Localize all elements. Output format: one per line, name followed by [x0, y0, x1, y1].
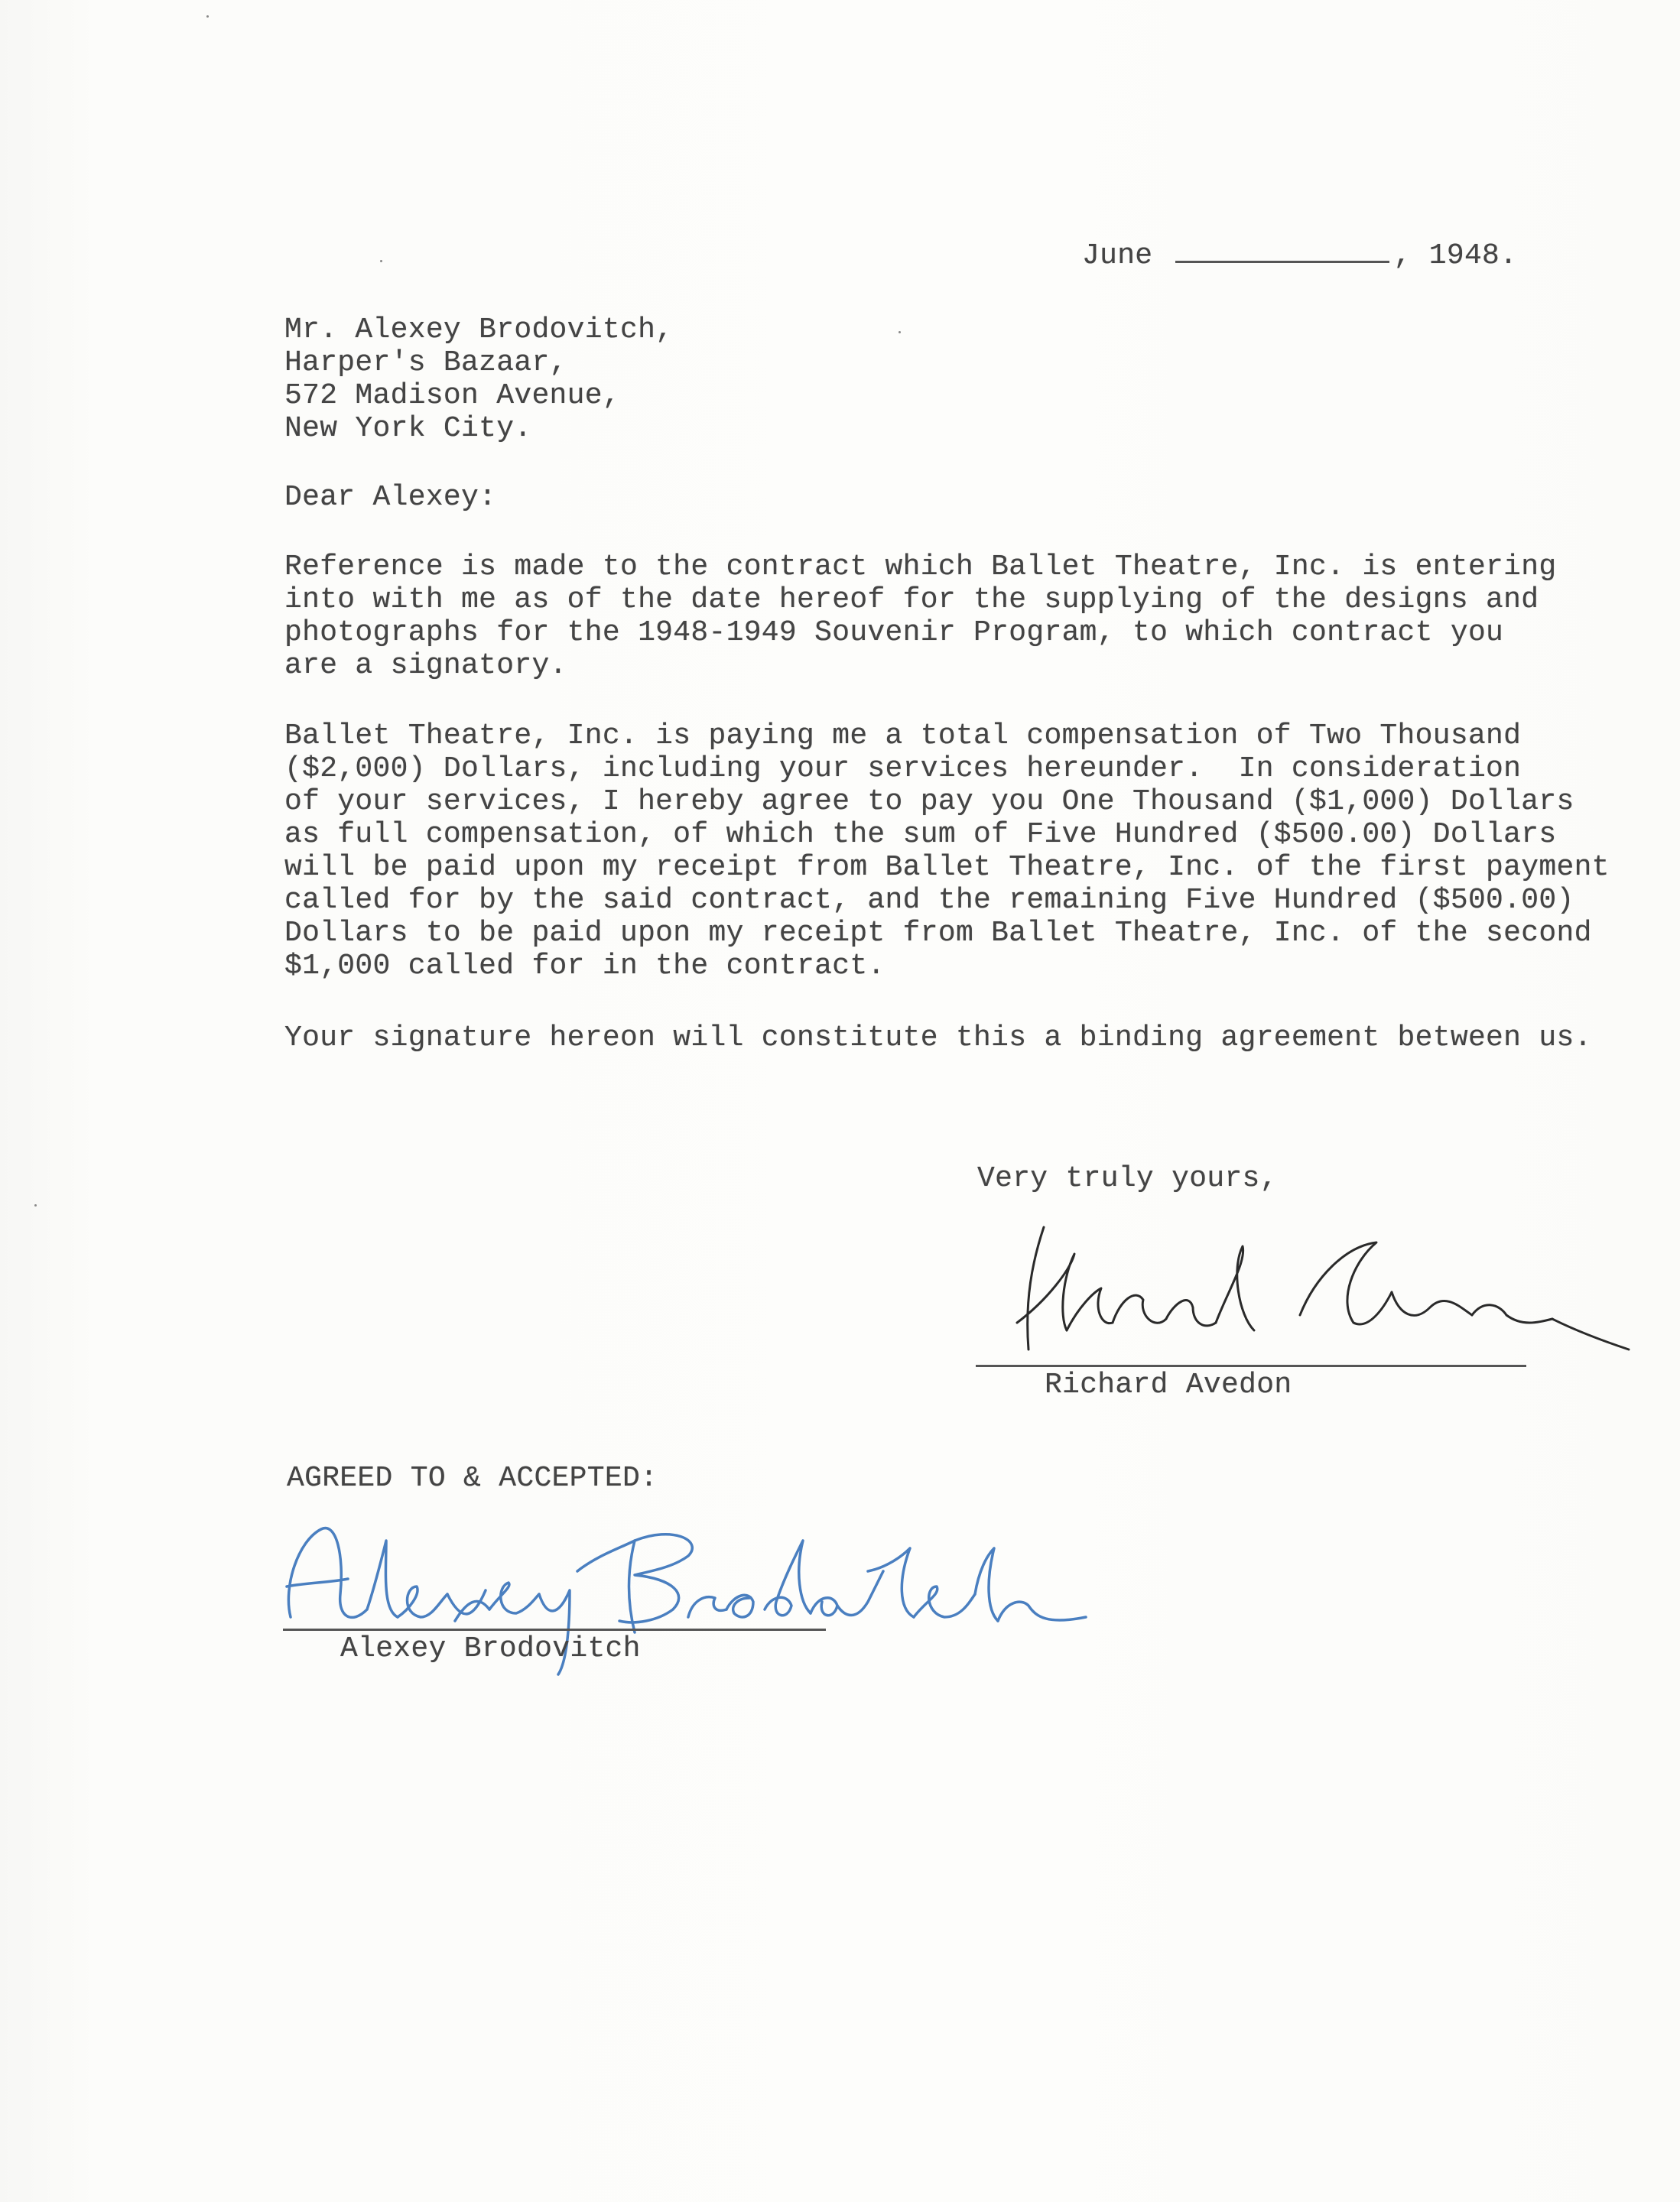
paper-speck: [34, 1204, 37, 1207]
paragraph-binding: Your signature hereon will constitute this a binding agreement between us.: [284, 1021, 1592, 1054]
paragraph-line: $1,000 called for in the contract.: [284, 950, 885, 982]
avedon-signature: [971, 1216, 1636, 1369]
paragraph-line: are a signatory.: [284, 649, 567, 682]
signer-name: Richard Avedon: [1045, 1369, 1292, 1401]
paragraph-line: of your services, I hereby agree to pay you One Thousand ($1,000) Dollars: [284, 785, 1574, 818]
paragraph-line: Ballet Theatre, Inc. is paying me a total compensation of Two Thousand: [284, 719, 1522, 752]
paragraph-line: into with me as of the date hereof for the supplying of the designs and: [284, 583, 1539, 616]
date-year: , 1948.: [1393, 239, 1518, 272]
address-line: Harper's Bazaar,: [284, 346, 567, 379]
paragraph-line: as full compensation, of which the sum of Five Hundred ($500.00) Dollars: [284, 818, 1557, 851]
paragraph-line: photographs for the 1948-1949 Souvenir Program, to which contract you: [284, 616, 1504, 649]
brodovitch-signature-line: [283, 1629, 826, 1631]
date-blank-line: [1175, 245, 1389, 263]
salutation: Dear Alexey:: [284, 481, 497, 514]
paragraph-line: called for by the said contract, and the remaining Five Hundred ($500.00): [284, 884, 1574, 917]
paragraph-line: Reference is made to the contract which Ballet Theatre, Inc. is entering: [284, 550, 1557, 583]
date-month: June: [1082, 239, 1153, 272]
letter-date: [1082, 239, 1517, 272]
closing: Very truly yours,: [977, 1162, 1278, 1195]
address-line: Mr. Alexey Brodovitch,: [284, 313, 674, 346]
address-line: New York City.: [284, 412, 532, 445]
paragraph-line: will be paid upon my receipt from Ballet Theatre, Inc. of the first payment: [284, 851, 1610, 884]
paper-speck: [206, 15, 209, 18]
acceptor-name: Alexey Brodovitch: [340, 1632, 641, 1665]
paragraph-line: ($2,000) Dollars, including your services hereunder. In consideration: [284, 752, 1522, 785]
paper-speck: [380, 260, 382, 262]
paper-speck: [898, 331, 901, 333]
address-line: 572 Madison Avenue,: [284, 379, 620, 412]
acceptance-label: AGREED TO & ACCEPTED:: [287, 1462, 658, 1495]
avedon-signature-line: [976, 1365, 1526, 1367]
paragraph-line: Dollars to be paid upon my receipt from Ballet Theatre, Inc. of the second: [284, 917, 1592, 950]
